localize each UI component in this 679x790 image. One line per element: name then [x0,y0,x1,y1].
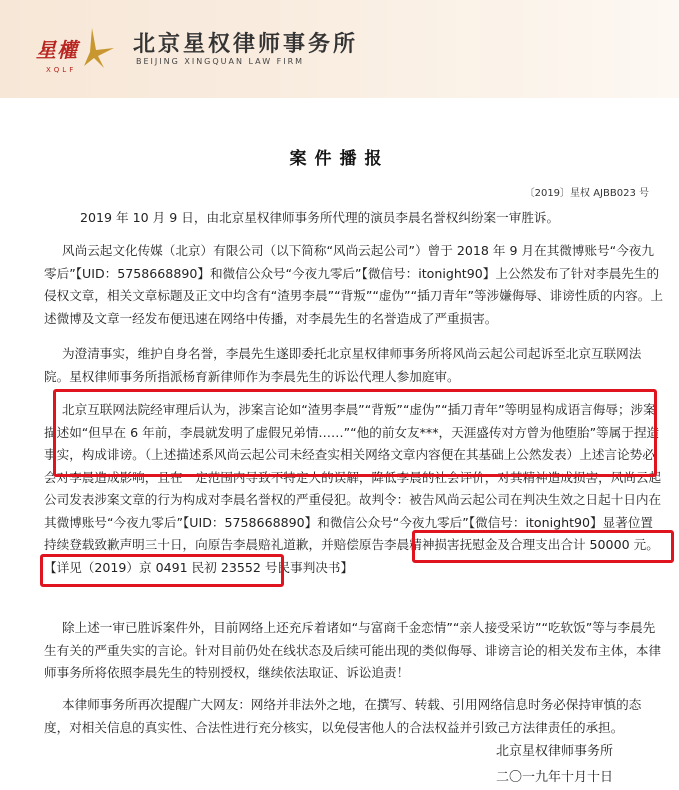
paragraph-6: 本律师事务所再次提醒广大网友：网络并非法外之地，在撰写、转载、引用网络信息时务必保持审慎的态度，对相关信息的真实性、合法性进行充分核实，以免侵害他人的合法权益并引致己方法律责任的承担。 [44,697,642,735]
star-icon [82,26,116,68]
paragraph-2: 风尚云起文化传媒（北京）有限公司（以下简称“风尚云起公司”）曾于 2018 年 9 月在其微博账号“今夜九零后”【UID：5758668890】和微信公众号“今夜九零后”【微信号：itonight90】上公然发布了针对李晨先生的侵权文章，相关文章标题及正文中均含有“渣男李晨”“背叛”“虚伪”“插刀青年”等涉嫌侮辱、诽谤性质的内容。上述微博及文章一经发布便迅速在网络中传播，对李晨先生的名誉造成了严重损害。 [44,243,663,326]
paragraph-4: 北京互联网法院经审理后认为，涉案言论如“渣男李晨”“背叛”“虚伪”“插刀青年”等明显构成语言侮辱；涉案描述如“但早在 6 年前，李晨就发明了虚假兄弟情……”“他的前女友***，天涯盛传对方曾为他堕胎”等属于捏造事实，构成诽谤。（上述描述系风尚云起公司未经查实相关网络文章内容便在其基础上公然发表）上述言论势必会对李晨造成影响，且在一定范围内导致不特定人的误解，降低李晨的社会评价，对其精神造成损害，风尚云起公司发表涉案文章的行为构成对李晨名誉权的严重侵犯。故判令：被告风尚云起公司在判决生效之日起十日内在其微博账号“今夜九零后”【UID：5758668890】和微信公众号“今夜九零后”【微信号：itonight90】显著位置持续登载致歉声明三十日，向原告李晨赔礼道歉，并赔偿原告李晨精神损害抚慰金及合理支出合计 50000 元。【详见（2019）京 0491 民初 23552 号民事判决书】 [44,402,662,575]
logo-subtext: XQLF [46,66,77,74]
highlight-box-compensation [40,554,284,587]
document-title: 案件播报 [289,149,390,169]
firm-name-en: BEIJING XINGQUAN LAW FIRM [136,57,305,66]
firm-logo [36,28,106,74]
signature: 北京星权律师事务所 [495,744,613,759]
firm-name: 北京星权律师事务所 [133,31,359,57]
highlight-box-apology [412,530,674,563]
document-number: 〔2019〕星权 AJBB023 号 [524,188,649,199]
highlight-box-insult [53,389,657,477]
paragraph-1: 2019 年 10 月 9 日，由北京星权律师事务所代理的演员李晨名誉权纠纷案一审胜诉。 [80,210,560,225]
paragraph-5: 除上述一审已胜诉案件外，目前网络上还充斥着诸如“与富商千金恋情”“亲人接受采访”“吃软饭”等与李晨先生有关的严重失实的言论。针对目前仍处在线状态及后续可能出现的类似侮辱、诽谤言论的相关发布主体，本律师事务所将依照李晨先生的特别授权，继续依法取证、诉讼追责！ [44,620,662,680]
paragraph-3: 为澄清事实，维护自身名誉，李晨先生遂即委托北京星权律师事务所将风尚云起公司起诉至北京互联网法院。星权律师事务所指派杨育新律师作为李晨先生的诉讼代理人参加庭审。 [44,346,642,384]
logo-text: 星權 [36,38,78,62]
signature-date: 二〇一九年十月十日 [495,770,613,785]
letterhead-banner [0,0,679,98]
